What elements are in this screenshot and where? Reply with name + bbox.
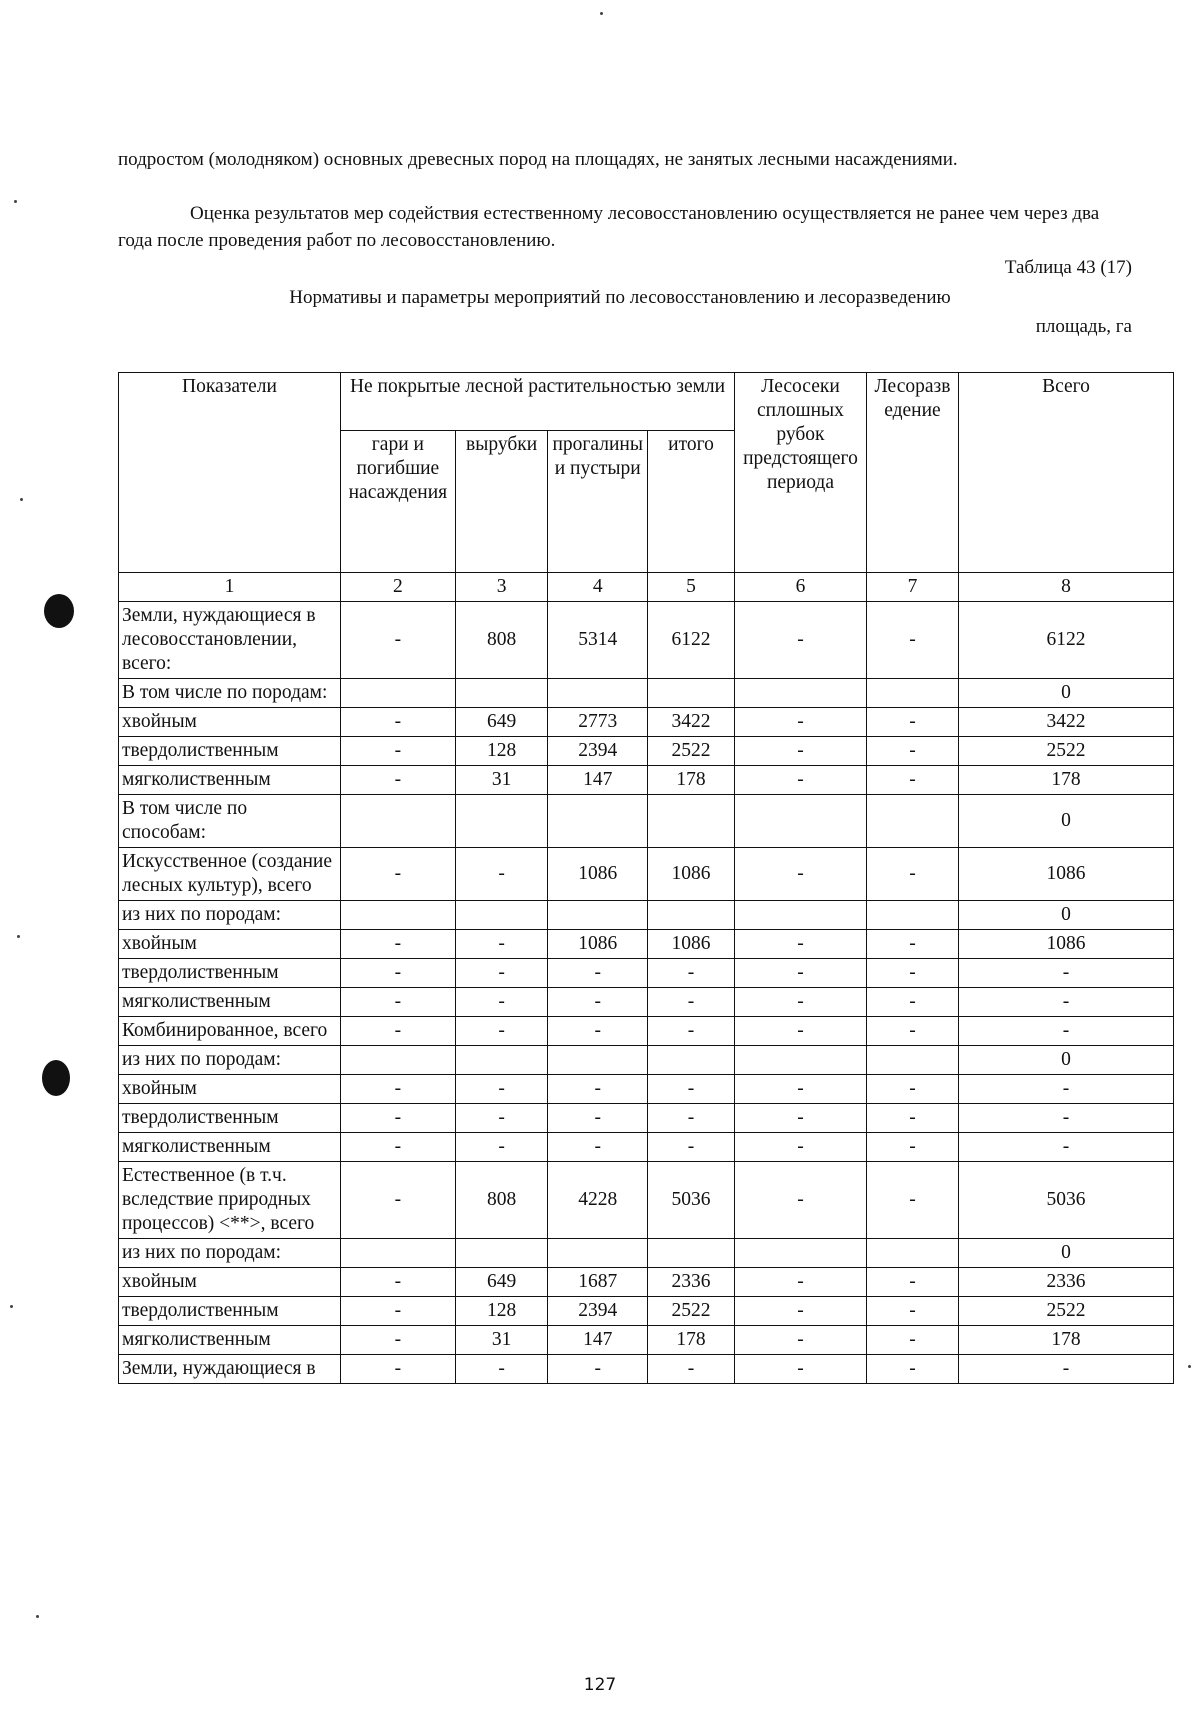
- table-row: [119, 1017, 1174, 1046]
- table-cell: 0: [959, 901, 1174, 930]
- table-cell: [548, 1239, 647, 1268]
- table-cell: -: [455, 1017, 548, 1046]
- table-cell: 2394: [548, 1297, 647, 1326]
- table-cell: -: [455, 1075, 548, 1104]
- table-cell: 147: [548, 1326, 647, 1355]
- table-cell: 1086: [548, 848, 647, 901]
- table-cell: 1086: [647, 930, 734, 959]
- table-row: [119, 1326, 1174, 1355]
- header-afforestation: Лесоразведение: [866, 373, 958, 573]
- header-uncovered-lands: Не покрытые лесной растительностью земли: [340, 373, 734, 431]
- table-title: Нормативы и параметры мероприятий по лесовосстановлению и лесоразведению: [289, 287, 951, 308]
- table-cell: -: [959, 1104, 1174, 1133]
- table-cell: -: [455, 988, 548, 1017]
- row-label: мягколиственным: [119, 988, 341, 1017]
- table-cell: 1086: [548, 930, 647, 959]
- table-cell: -: [340, 1133, 455, 1162]
- table-row: [119, 1162, 1174, 1239]
- table-cell: -: [866, 1326, 958, 1355]
- table-cell: -: [340, 1268, 455, 1297]
- row-label: мягколиственным: [119, 1133, 341, 1162]
- table-cell: [340, 795, 455, 848]
- table-row: [119, 1133, 1174, 1162]
- table-cell: 2522: [959, 737, 1174, 766]
- table-cell: -: [735, 1268, 867, 1297]
- table-cell: [455, 679, 548, 708]
- table-cell: -: [455, 1104, 548, 1133]
- table-row: [119, 795, 1174, 848]
- table-cell: -: [647, 1075, 734, 1104]
- table-cell: -: [647, 1017, 734, 1046]
- table-row: [119, 1297, 1174, 1326]
- header-indicators: Показатели: [119, 373, 341, 573]
- column-number: 3: [455, 573, 548, 602]
- table-row: [119, 901, 1174, 930]
- row-label: твердолиственным: [119, 737, 341, 766]
- table-row: [119, 737, 1174, 766]
- table-cell: -: [959, 1075, 1174, 1104]
- column-number: 8: [959, 573, 1174, 602]
- table-cell: 4228: [548, 1162, 647, 1239]
- row-label: хвойным: [119, 708, 341, 737]
- table-cell: [340, 901, 455, 930]
- table-cell: 3422: [959, 708, 1174, 737]
- column-number: 1: [119, 573, 341, 602]
- table-cell: 808: [455, 602, 548, 679]
- table-cell: [548, 901, 647, 930]
- table-row: [119, 1046, 1174, 1075]
- paragraph-assessment: Оценка результатов мер содействия естественному лесовосстановлению осуществляется не ранее чем через два года после проведения работ по лесовосстановлению.: [118, 203, 1100, 251]
- table-cell: -: [735, 1075, 867, 1104]
- table-cell: 808: [455, 1162, 548, 1239]
- table-cell: 2336: [647, 1268, 734, 1297]
- table-cell: 31: [455, 766, 548, 795]
- scan-ink-blot: [44, 594, 74, 628]
- table-cell: 0: [959, 1046, 1174, 1075]
- column-numbers-row: [119, 573, 1174, 602]
- table-row: [119, 1075, 1174, 1104]
- table-cell: -: [340, 737, 455, 766]
- table-cell: -: [340, 1104, 455, 1133]
- row-label: твердолиственным: [119, 1297, 341, 1326]
- table-row: [119, 1104, 1174, 1133]
- scan-speck: [17, 935, 20, 938]
- table-cell: 178: [959, 1326, 1174, 1355]
- header-clearcuts: Лесосеки сплошных рубок предстоящего периода: [735, 373, 867, 573]
- table-cell: -: [959, 1355, 1174, 1384]
- table-cell: -: [455, 1133, 548, 1162]
- row-label: Земли, нуждающиеся в: [119, 1355, 341, 1384]
- reforestation-table: [118, 372, 1174, 1384]
- table-cell: -: [735, 1162, 867, 1239]
- page-number: 127: [583, 1675, 617, 1695]
- table-cell: -: [735, 766, 867, 795]
- header-subtotal: итого: [647, 431, 734, 573]
- table-cell: -: [959, 1133, 1174, 1162]
- table-cell: [455, 795, 548, 848]
- scan-speck: [600, 12, 603, 15]
- table-cell: [340, 1239, 455, 1268]
- row-label: Искусственное (создание лесных культур), всего: [119, 848, 341, 901]
- row-label: твердолиственным: [119, 1104, 341, 1133]
- table-row: [119, 1239, 1174, 1268]
- table-cell: [735, 679, 867, 708]
- table-cell: -: [866, 1075, 958, 1104]
- table-cell: 128: [455, 737, 548, 766]
- table-cell: -: [866, 1133, 958, 1162]
- table-cell: -: [647, 988, 734, 1017]
- table-cell: -: [340, 766, 455, 795]
- table-cell: 1086: [959, 930, 1174, 959]
- table-cell: [548, 795, 647, 848]
- table-cell: 5036: [647, 1162, 734, 1239]
- table-cell: 31: [455, 1326, 548, 1355]
- table-cell: -: [735, 1355, 867, 1384]
- table-cell: -: [340, 1162, 455, 1239]
- row-label: В том числе по способам:: [119, 795, 341, 848]
- table-cell: -: [647, 1104, 734, 1133]
- table-row: [119, 766, 1174, 795]
- table-cell: [548, 679, 647, 708]
- table-cell: -: [340, 959, 455, 988]
- table-cell: -: [866, 930, 958, 959]
- scan-speck: [14, 200, 17, 203]
- table-cell: -: [866, 1017, 958, 1046]
- table-cell: 1687: [548, 1268, 647, 1297]
- table-cell: [735, 1046, 867, 1075]
- row-label: Земли, нуждающиеся в лесовосстановлении, всего:: [119, 602, 341, 679]
- table-cell: -: [735, 737, 867, 766]
- table-cell: -: [866, 1104, 958, 1133]
- table-cell: -: [866, 988, 958, 1017]
- table-cell: [548, 1046, 647, 1075]
- table-cell: -: [340, 1297, 455, 1326]
- scan-speck: [20, 498, 23, 501]
- row-label: из них по породам:: [119, 1046, 341, 1075]
- row-label: В том числе по породам:: [119, 679, 341, 708]
- row-label: мягколиственным: [119, 1326, 341, 1355]
- table-row: [119, 930, 1174, 959]
- table-cell: [866, 795, 958, 848]
- table-row: [119, 988, 1174, 1017]
- table-cell: 1086: [959, 848, 1174, 901]
- table-cell: [455, 901, 548, 930]
- table-cell: [735, 1239, 867, 1268]
- row-label: хвойным: [119, 930, 341, 959]
- row-label: твердолиственным: [119, 959, 341, 988]
- header-total: Всего: [959, 373, 1174, 573]
- table-cell: 5036: [959, 1162, 1174, 1239]
- table-cell: 147: [548, 766, 647, 795]
- table-cell: 178: [647, 1326, 734, 1355]
- table-cell: -: [340, 708, 455, 737]
- table-cell: -: [340, 988, 455, 1017]
- column-number: 2: [340, 573, 455, 602]
- table-cell: -: [735, 1326, 867, 1355]
- table-cell: -: [735, 602, 867, 679]
- column-number: 5: [647, 573, 734, 602]
- table-cell: [647, 679, 734, 708]
- table-cell: 5314: [548, 602, 647, 679]
- table-cell: -: [959, 959, 1174, 988]
- table-cell: -: [735, 1104, 867, 1133]
- table-row: [119, 602, 1174, 679]
- row-label: из них по породам:: [119, 901, 341, 930]
- table-cell: -: [455, 930, 548, 959]
- table-cell: -: [647, 959, 734, 988]
- header-glades: прогалины и пустыри: [548, 431, 647, 573]
- table-cell: 128: [455, 1297, 548, 1326]
- table-cell: -: [959, 1017, 1174, 1046]
- table-cell: 178: [959, 766, 1174, 795]
- table-cell: -: [735, 930, 867, 959]
- table-cell: [735, 795, 867, 848]
- row-label: Комбинированное, всего: [119, 1017, 341, 1046]
- table-cell: -: [340, 1326, 455, 1355]
- table-row: [119, 1355, 1174, 1384]
- table-cell: [866, 1239, 958, 1268]
- table-cell: -: [548, 1075, 647, 1104]
- table-cell: [455, 1239, 548, 1268]
- scan-speck: [36, 1615, 39, 1618]
- table-cell: -: [866, 766, 958, 795]
- table-row: [119, 708, 1174, 737]
- table-cell: [866, 901, 958, 930]
- table-cell: 2336: [959, 1268, 1174, 1297]
- column-number: 6: [735, 573, 867, 602]
- table-cell: 6122: [959, 602, 1174, 679]
- table-cell: -: [866, 848, 958, 901]
- row-label: мягколиственным: [119, 766, 341, 795]
- table-cell: 2773: [548, 708, 647, 737]
- table-cell: [455, 1046, 548, 1075]
- table-cell: [647, 901, 734, 930]
- table-cell: 178: [647, 766, 734, 795]
- table-cell: -: [866, 959, 958, 988]
- row-label: хвойным: [119, 1075, 341, 1104]
- table-cell: -: [735, 1133, 867, 1162]
- table-cell: -: [866, 1268, 958, 1297]
- scan-speck: [10, 1305, 13, 1308]
- table-row: [119, 959, 1174, 988]
- table-cell: [340, 679, 455, 708]
- table-cell: -: [866, 1355, 958, 1384]
- table-cell: -: [455, 848, 548, 901]
- table-cell: [647, 795, 734, 848]
- table-cell: -: [340, 930, 455, 959]
- table-cell: -: [548, 1355, 647, 1384]
- table-cell: [866, 679, 958, 708]
- table-row: [119, 848, 1174, 901]
- table-unit: площадь, га: [1035, 316, 1132, 337]
- scan-speck: [1188, 1365, 1191, 1368]
- table-cell: 0: [959, 795, 1174, 848]
- header-burned: гари и погибшие насаждения: [340, 431, 455, 573]
- table-cell: -: [340, 848, 455, 901]
- table-cell: -: [340, 1017, 455, 1046]
- table-cell: 0: [959, 679, 1174, 708]
- table-cell: 649: [455, 1268, 548, 1297]
- column-number: 7: [866, 573, 958, 602]
- table-cell: -: [647, 1133, 734, 1162]
- table-cell: -: [340, 1355, 455, 1384]
- table-cell: -: [866, 1162, 958, 1239]
- table-number: Таблица 43 (17): [1004, 257, 1132, 278]
- table-cell: 2522: [959, 1297, 1174, 1326]
- table-cell: -: [735, 1017, 867, 1046]
- table-cell: -: [455, 959, 548, 988]
- table-cell: [340, 1046, 455, 1075]
- header-cuttings: вырубки: [455, 431, 548, 573]
- table-cell: [866, 1046, 958, 1075]
- table-cell: 3422: [647, 708, 734, 737]
- row-label: из них по породам:: [119, 1239, 341, 1268]
- row-label: Естественное (в т.ч. вследствие природных процессов) <**>, всего: [119, 1162, 341, 1239]
- table-cell: -: [866, 708, 958, 737]
- table-cell: -: [735, 959, 867, 988]
- table-cell: 2522: [647, 1297, 734, 1326]
- table-cell: 2394: [548, 737, 647, 766]
- table-cell: -: [735, 848, 867, 901]
- table-cell: -: [866, 1297, 958, 1326]
- scan-ink-blot: [42, 1060, 70, 1096]
- table-cell: -: [735, 708, 867, 737]
- table-cell: -: [866, 737, 958, 766]
- table-cell: -: [735, 988, 867, 1017]
- table-cell: 2522: [647, 737, 734, 766]
- table-cell: -: [548, 1133, 647, 1162]
- table-row: [119, 1268, 1174, 1297]
- column-number: 4: [548, 573, 647, 602]
- table-cell: -: [735, 1297, 867, 1326]
- paragraph-continued: подростом (молодняком) основных древесных пород на площадях, не занятых лесными насаждениями.: [118, 149, 958, 170]
- row-label: хвойным: [119, 1268, 341, 1297]
- table-cell: -: [548, 959, 647, 988]
- table-cell: -: [455, 1355, 548, 1384]
- table-row: [119, 679, 1174, 708]
- table-cell: [647, 1046, 734, 1075]
- table-cell: -: [340, 602, 455, 679]
- table-cell: -: [647, 1355, 734, 1384]
- table-cell: -: [548, 1104, 647, 1133]
- table-cell: -: [866, 602, 958, 679]
- table-cell: 0: [959, 1239, 1174, 1268]
- table-cell: 1086: [647, 848, 734, 901]
- table-cell: -: [548, 1017, 647, 1046]
- table-cell: 6122: [647, 602, 734, 679]
- table-cell: 649: [455, 708, 548, 737]
- table-cell: [735, 901, 867, 930]
- table-cell: [647, 1239, 734, 1268]
- table-cell: -: [548, 988, 647, 1017]
- table-cell: -: [959, 988, 1174, 1017]
- table-cell: -: [340, 1075, 455, 1104]
